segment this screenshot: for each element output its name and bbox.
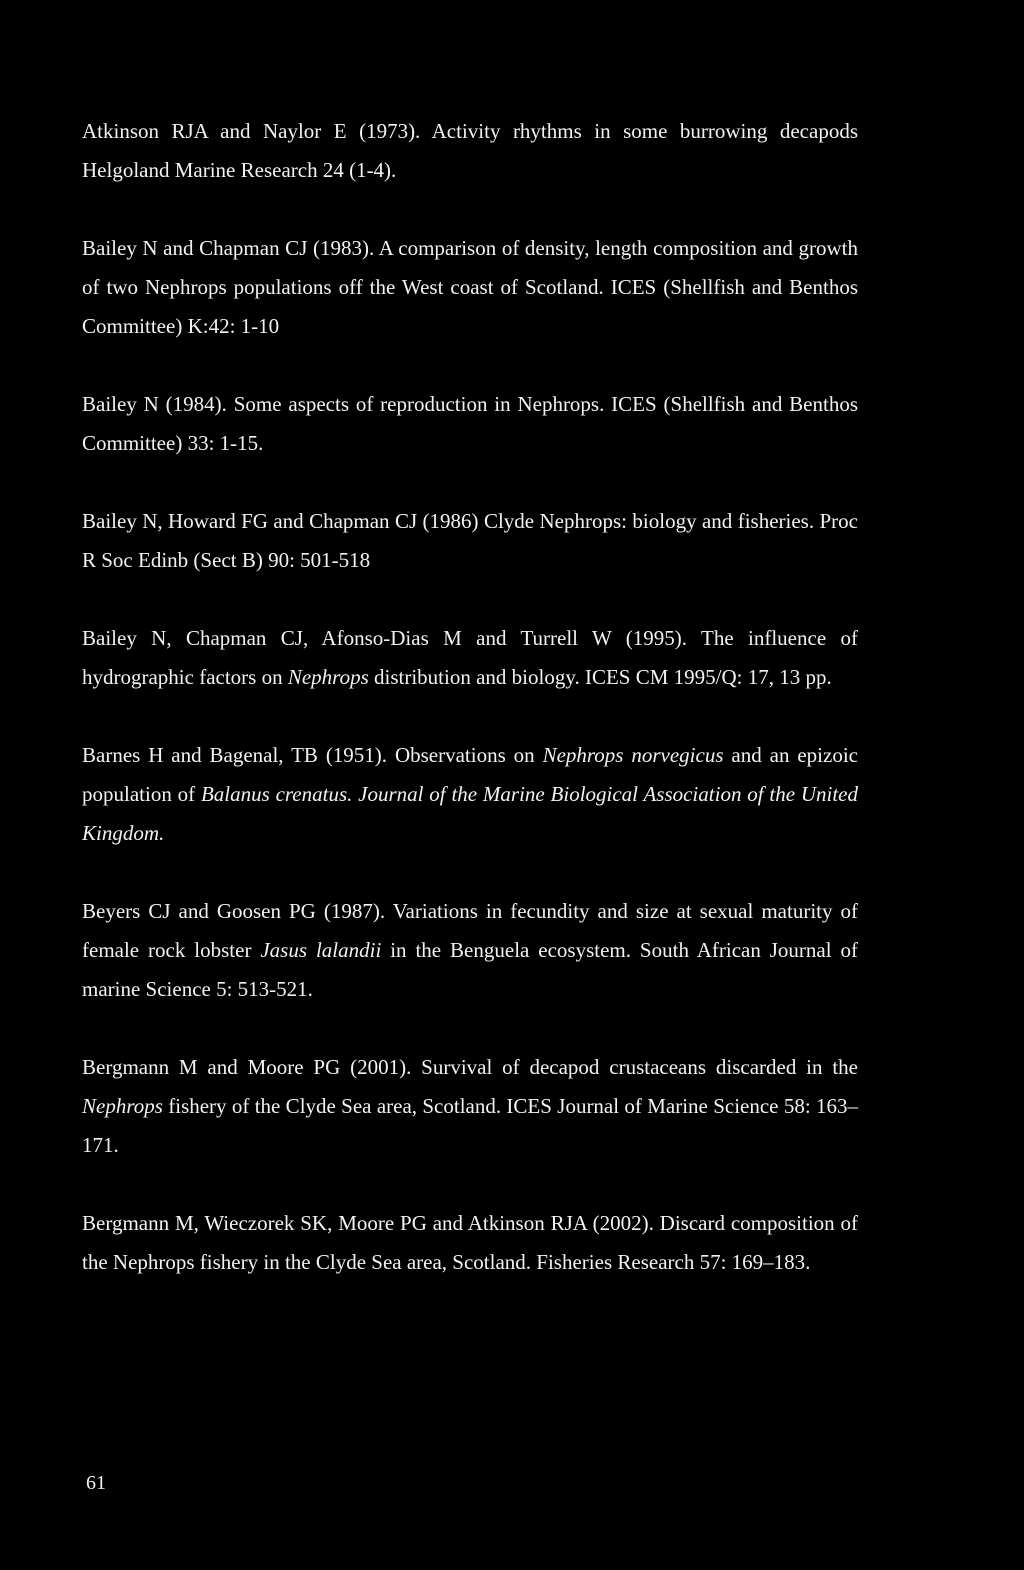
reference-entry [82,1048,858,1165]
reference-entry [82,112,858,190]
reference-entry [82,229,858,346]
reference-italic-text: Nephrops norvegicus [542,743,724,767]
reference-text: Bailey N, Howard FG and Chapman CJ (1986) Clyde Nephrops: biology and fisheries. Proc R Soc Edinb (Sect B) 90: 501-518 [82,509,858,572]
reference-entry [82,892,858,1009]
reference-entry [82,385,858,463]
reference-text: Beyers CJ and Goosen PG (1987). Variations in fecundity and size at sexual maturity of female rock lobster [82,899,858,962]
reference-entry [82,502,858,580]
reference-text: distribution and biology. ICES CM 1995/Q: 17, 13 pp. [368,665,832,689]
reference-entry [82,1204,858,1282]
reference-italic-text: Nephrops [82,1094,163,1118]
reference-text: Bailey N (1984). Some aspects of reproduction in Nephrops. ICES (Shellfish and Benthos Committee) 33: 1-15. [82,392,858,455]
reference-italic-text: Balanus crenatus. Journal of the Marine Biological Association of the United Kingdom. [82,782,858,845]
reference-text: Barnes H and Bagenal, TB (1951). Observations on [82,743,543,767]
reference-text: in the Benguela ecosystem. South African Journal of marine Science 5: 513-521. [82,938,858,1001]
reference-italic-text: Jasus lalandii [260,938,382,962]
reference-entry [82,619,858,697]
reference-text: Bergmann M, Wieczorek SK, Moore PG and Atkinson RJA (2002). Discard composition of the Nephrops fishery in the Clyde Sea area, Scotland. Fisheries Research 57: 169–183. [82,1211,858,1274]
page-number: 61 [86,1472,106,1494]
reference-text: and an epizoic population of [82,743,858,806]
reference-list [82,112,858,1282]
reference-entry [82,736,858,853]
reference-italic-text: Nephrops [287,665,369,689]
reference-text: fishery of the Clyde Sea area, Scotland. ICES Journal of Marine Science 58: 163–171. [82,1094,858,1157]
reference-text: Bailey N, Chapman CJ, Afonso-Dias M and Turrell W (1995). The influence of hydrographic factors on [82,626,858,689]
reference-text: Atkinson RJA and Naylor E (1973). Activity rhythms in some burrowing decapods Helgoland Marine Research 24 (1-4). [82,119,858,182]
reference-text: Bergmann M and Moore PG (2001). Survival of decapod crustaceans discarded in the [82,1055,858,1079]
reference-text: Bailey N and Chapman CJ (1983). A comparison of density, length composition and growth of two Nephrops populations off the West coast of Scotland. ICES (Shellfish and Benthos Committee) K:42: 1-10 [82,236,858,338]
